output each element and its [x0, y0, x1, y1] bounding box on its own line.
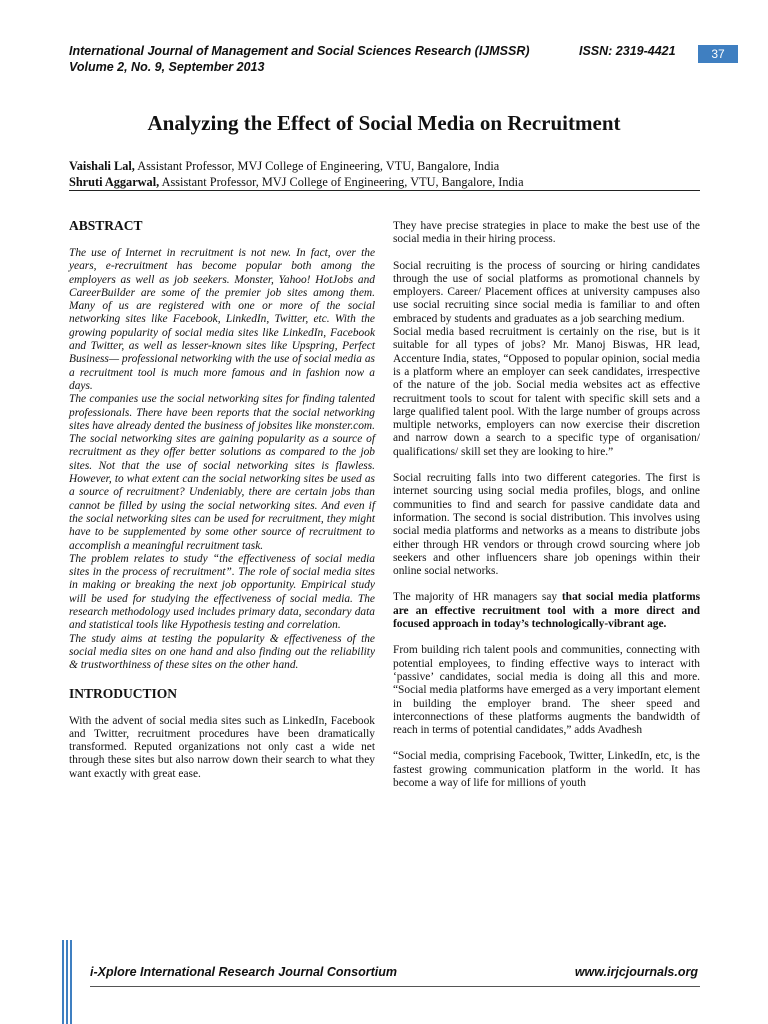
author-affiliation: Assistant Professor, MVJ College of Engineering, VTU, Bangalore, India [134, 159, 500, 173]
body-text: The majority of HR managers say [393, 591, 562, 604]
footer-website: www.irjcjournals.org [574, 965, 698, 979]
body-paragraph: With the advent of social media sites such as LinkedIn, Facebook and Twitter, recruitment procedures have been dramatically transformed. Reputed organizations not only cast a wide net through these sites but also narrow down their search to what they want exactly with great ease. [69, 714, 375, 780]
abstract-paragraph: The study aims at testing the popularity & effectiveness of the social media sites on one hand and also finding out the reliability & trustworthiness of these sites on the other hand. [69, 632, 375, 672]
author-line [69, 159, 709, 175]
body-paragraph: Social recruiting falls into two different categories. The first is internet sourcing using social media profiles, blogs, and online communities to find and search for passive candidate data and information. The second is social distribution. This involves using social media platforms and networks as a means to distribute jobs either through HR vendors or through crowd sourcing where job seekers and other influencers share job openings within their online social networks. [393, 472, 700, 578]
abstract-section [69, 218, 375, 673]
issn: ISSN: 2319-4421 [579, 44, 676, 58]
body-paragraph: “Social media, comprising Facebook, Twitter, LinkedIn, etc, is the fastest growing communication platform in the world. It has become a way of life for millions of youth [393, 750, 700, 789]
author-affiliation: Assistant Professor, MVJ College of Engineering, VTU, Bangalore, India [159, 174, 524, 189]
margin-rule [62, 940, 64, 1024]
body-paragraph: They have precise strategies in place to make the best use of the social media in their hiring process. [393, 220, 700, 246]
journal-name: International Journal of Management and Social Sciences Research (IJMSSR) [69, 44, 530, 58]
author-line [69, 175, 709, 191]
running-header [69, 43, 709, 75]
margin-rule [70, 940, 72, 1024]
title-divider [69, 190, 700, 191]
footer-divider [90, 986, 700, 987]
left-column [69, 218, 375, 781]
volume-info: Volume 2, No. 9, September 2013 [69, 60, 265, 74]
abstract-paragraph: The use of Internet in recruitment is not new. In fact, over the years, e-recruitment has become popular both among the employers as well as job seekers. Monster, Yahoo! HotJobs and CareerBuilder are some of the premier job sites among them. Many of us are registered with one or more of the social networking sites like Facebook, LinkedIn, Twitter, etc. With the growing popularity of social media sites like LinkedIn, Facebook and Twitter, as well as lesser-known sites like Upspring, Perfect Business— professional networking with the use of social media as a recruitment tool is much more famous and in fashion now a days. [69, 247, 375, 392]
right-column [393, 220, 700, 790]
body-paragraph: From building rich talent pools and communities, connecting with potential employees, to finding effective ways to interact with ‘passive’ candidates, social media is doing all this and more. “Social media platforms have emerged as a very important element in building the employer brand. The sheer speed and interconnections of these platforms augments the bandwidth of reach in terms of potential candidates,” adds Avadhesh [393, 644, 700, 737]
abstract-heading: ABSTRACT [69, 218, 143, 233]
page-number-badge: 37 [698, 45, 738, 63]
body-paragraph [393, 591, 700, 631]
abstract-paragraph: The companies use the social networking sites for finding talented professionals. There have been reports that the social networking sites have already dented the business of jobsites like monster.com. The social networking sites are gaining popularity as a source of recruitment as they offer better solutions as compared to the job sites. Not that the use of social networking sites is flawless. However, to what extent can the social networking sites be used as a source of recruitment? Undeniably, there are certain jobs than cannot be filled by using the social networking sites. And even if the social networking sites can be used for recruitment, they might have to be supplemented by some other source of recruitment to accomplish a meaningful recruitment task. [69, 393, 375, 552]
paper-title: Analyzing the Effect of Social Media on Recruitment [147, 111, 621, 135]
body-paragraph: Social recruiting is the process of sourcing or hiring candidates through the use of social platforms as promotional channels by employers. Career/ Placement offices at university campuses also use social recruiting since social media is familiar to and often embraced by students and graduates as a job searching medium. [393, 259, 700, 325]
emphasized-text: that social media platforms are an effective recruitment tool with a more direct and focused approach in today’s technologically-vibrant age. [393, 591, 701, 631]
abstract-paragraph: The problem relates to study “the effectiveness of social media sites in the process of recruitment”. The role of social media sites in making or breaking the next job opportunity. Empirical study will be used for studying the effectiveness of social media. The research methodology used includes primary data, secondary data and statistical tools like Hypothesis testing and correlation. [69, 552, 375, 632]
author-name: Shruti Aggarwal, [69, 174, 160, 189]
introduction-section [69, 686, 375, 781]
introduction-heading: INTRODUCTION [69, 685, 178, 701]
author-name: Vaishali Lal, [69, 159, 135, 173]
footer-consortium: i-Xplore International Research Journal Consortium [90, 965, 398, 979]
body-paragraph: Social media based recruitment is certainly on the rise, but is it suitable for all types of jobs? Mr. Manoj Biswas, HR lead, Accenture India, states, “Opposed to popular opinion, social media is a platform where an employer can seek candidates, irrespective of the nature of the job. Social media websites act as effective recruitment tools to scout for talent with specific skill sets and a large qualified talent pool. With the large number of groups across multiple networks, employers can now exercise their discretion and narrow down a search to a specific type of organisation/ qualifications/ skill set they are looking to hire.” [393, 326, 700, 458]
margin-rule [66, 940, 68, 1024]
author-list [69, 159, 709, 190]
running-footer [90, 965, 698, 980]
